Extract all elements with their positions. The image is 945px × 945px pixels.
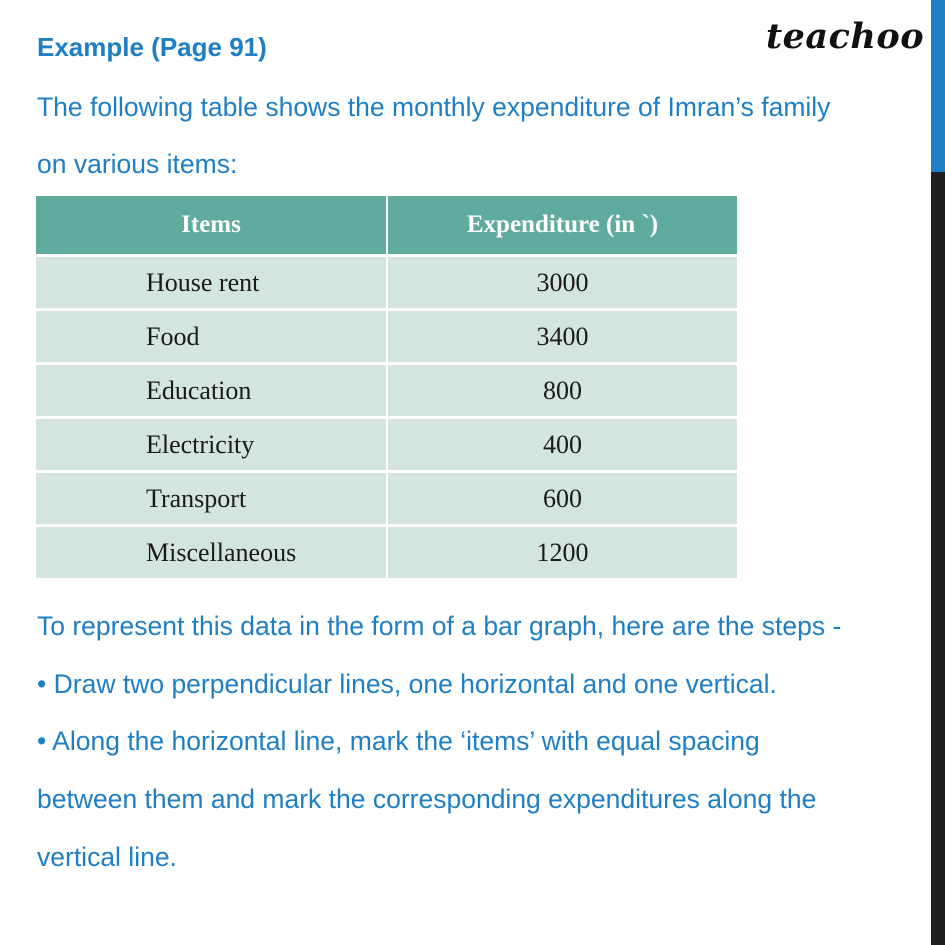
- table-row: [36, 472, 738, 526]
- row-value: 3000: [387, 256, 738, 310]
- row-value: 400: [387, 418, 738, 472]
- header-expenditure: Expenditure (in `): [387, 196, 738, 256]
- expenditure-table: [36, 196, 739, 581]
- row-value: 800: [387, 364, 738, 418]
- steps-line-2: • Draw two perpendicular lines, one horizontal and one vertical.: [37, 669, 777, 699]
- row-item: Education: [36, 364, 387, 418]
- steps-line-1: To represent this data in the form of a bar graph, here are the steps -: [37, 611, 842, 641]
- intro-line-2: on various items:: [37, 149, 238, 179]
- side-accent: [931, 0, 945, 172]
- table-row: [36, 310, 738, 364]
- table-row: [36, 526, 738, 580]
- row-item: Miscellaneous: [36, 526, 387, 580]
- row-item: House rent: [36, 256, 387, 310]
- table-header-row: [36, 196, 738, 256]
- steps-line-4: between them and mark the corresponding expenditures along the: [37, 784, 817, 814]
- row-item: Electricity: [36, 418, 387, 472]
- steps-line-3: • Along the horizontal line, mark the ‘items’ with equal spacing: [37, 726, 760, 756]
- row-value: 1200: [387, 526, 738, 580]
- steps-line-5: vertical line.: [37, 842, 177, 872]
- example-heading: Example (Page 91): [37, 32, 267, 62]
- teachoo-logo: teachoo: [766, 16, 925, 57]
- row-value: 3400: [387, 310, 738, 364]
- row-value: 600: [387, 472, 738, 526]
- table-row: [36, 256, 738, 310]
- intro-line-1: The following table shows the monthly expenditure of Imran’s family: [37, 92, 831, 122]
- table-row: [36, 364, 738, 418]
- table-row: [36, 418, 738, 472]
- header-items: Items: [36, 196, 387, 256]
- row-item: Food: [36, 310, 387, 364]
- row-item: Transport: [36, 472, 387, 526]
